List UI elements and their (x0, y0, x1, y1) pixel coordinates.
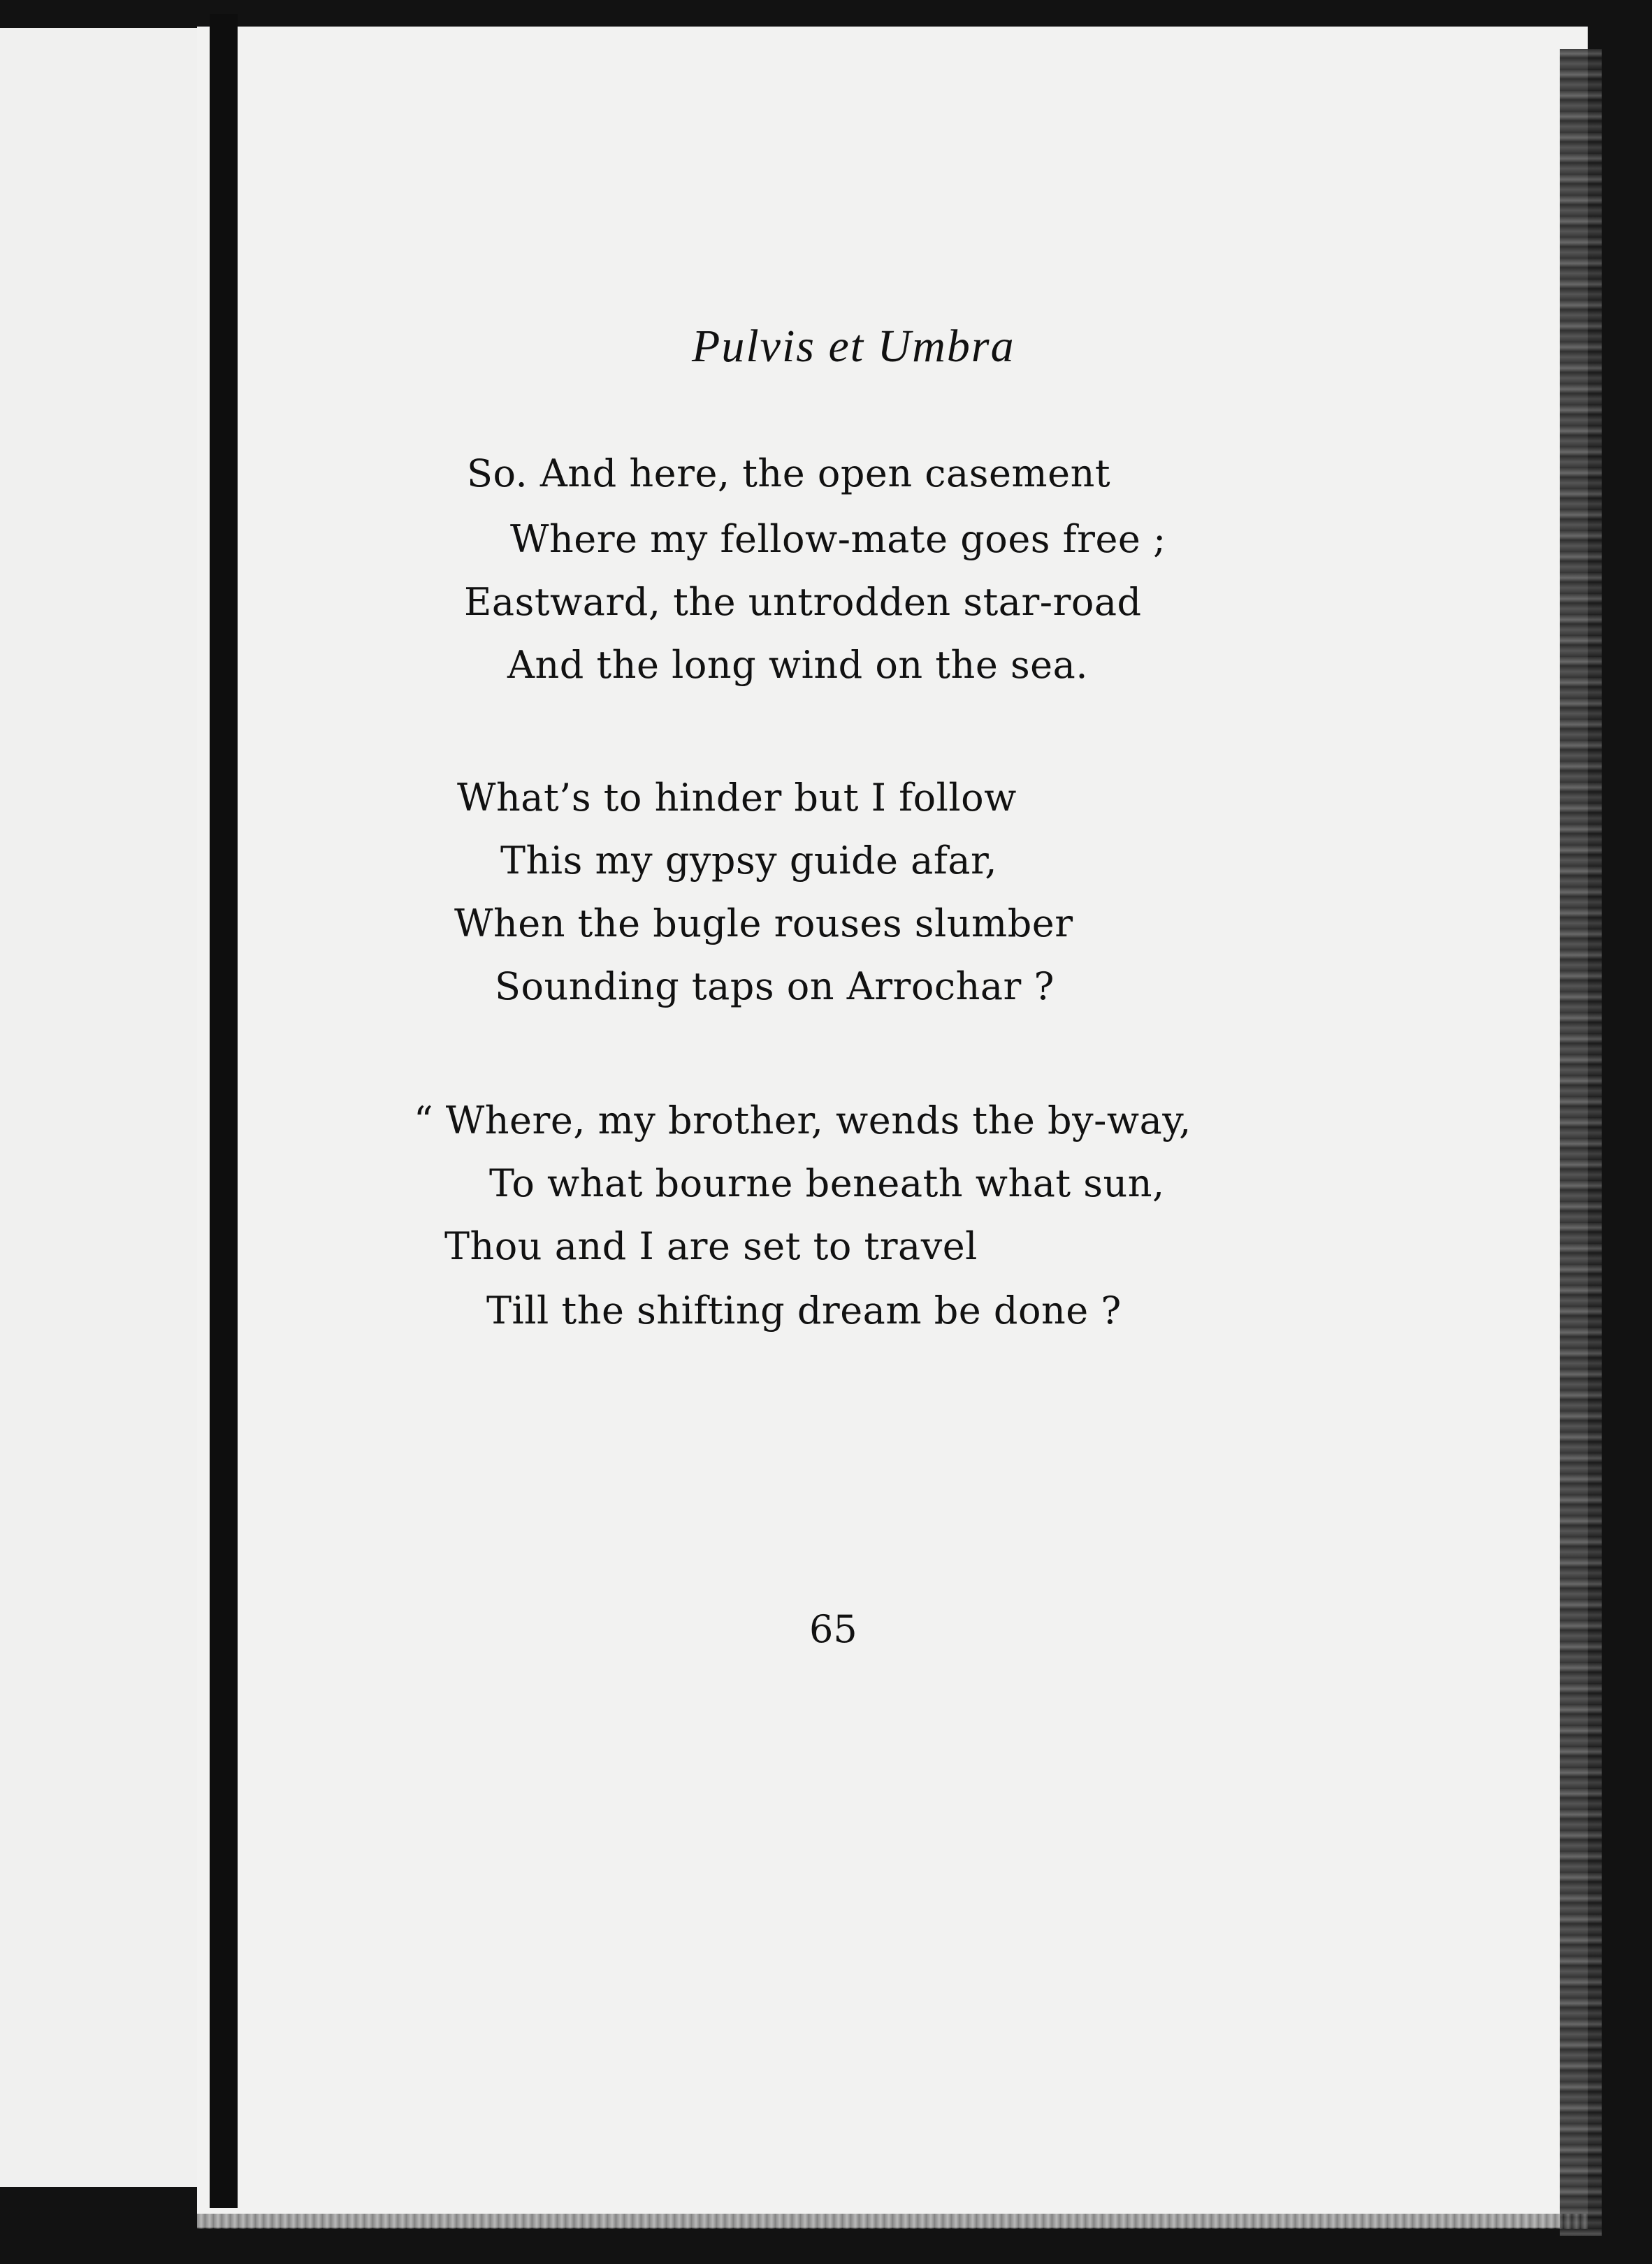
verse-line: “ Where, my brother, wends the by-way, (414, 1098, 1191, 1142)
verse-line: And the long wind on the sea. (507, 643, 1088, 687)
verse-line: So. And here, the open casement (467, 451, 1111, 495)
verse-line: Thou and I are set to travel (444, 1224, 978, 1268)
running-head: Pulvis et Umbra (692, 321, 1015, 372)
verse-line: When the bugle rouses slumber (454, 901, 1073, 945)
verse-line: Where my fellow-mate goes free ; (510, 517, 1166, 561)
verse-line: Eastward, the untrodden star-road (464, 580, 1142, 624)
verse-line: Sounding taps on Arrochar ? (495, 964, 1055, 1008)
page-number: 65 (809, 1607, 857, 1651)
verse-line: This my gypsy guide afar, (500, 839, 998, 883)
verse-line: Till the shifting dream be done ? (486, 1289, 1122, 1333)
verse-line: What’s to hinder but I follow (457, 776, 1017, 820)
verse-line: To what bourne beneath what sun, (489, 1161, 1165, 1205)
